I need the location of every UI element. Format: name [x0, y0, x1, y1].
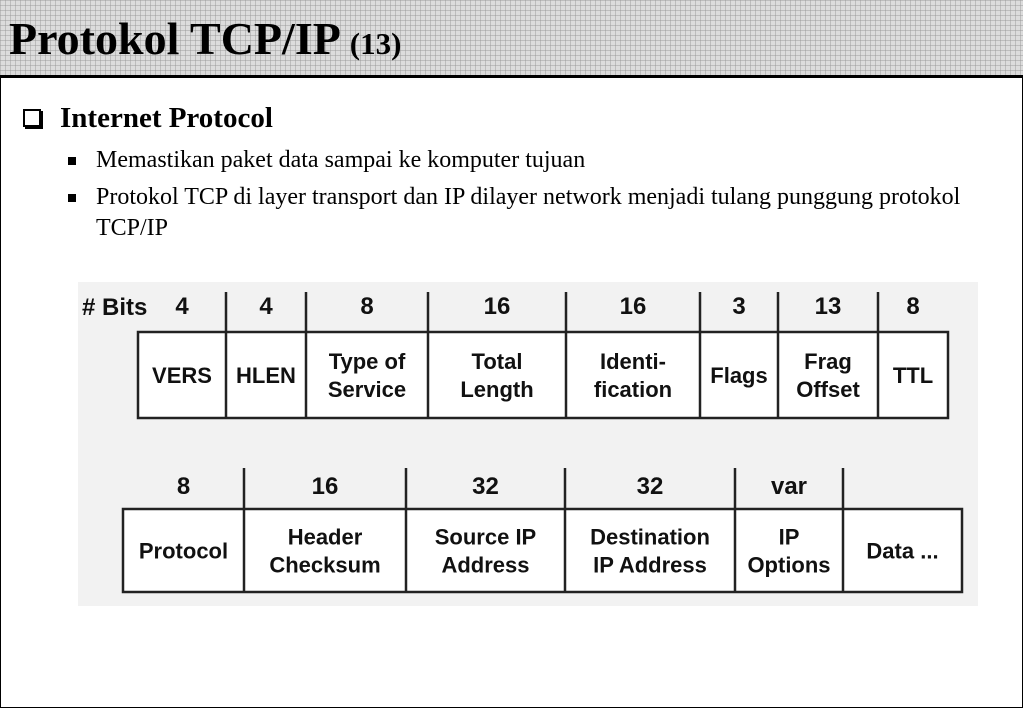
field-label: Options	[747, 552, 831, 578]
bit-width-label: 8	[360, 293, 374, 320]
field-label: Total	[471, 349, 523, 374]
bullet-text: Protokol TCP di layer transport dan IP dilayer network menjadi tulang punggung protokol TCP/IP	[96, 184, 961, 241]
field-label: Frag	[804, 349, 852, 374]
field-label: VERS	[152, 363, 212, 388]
bit-width-label: var	[770, 473, 808, 500]
row2-fields	[123, 468, 962, 592]
field-label: Header	[287, 524, 363, 550]
field-label: HLEN	[236, 363, 296, 388]
slide-title	[9, 10, 401, 73]
bits-label: # Bits	[82, 294, 148, 321]
bit-width-label: 4	[259, 293, 273, 320]
field-label: Data ...	[866, 538, 939, 564]
square-bullet-icon	[68, 194, 76, 202]
bullet-text: Memastikan paket data sampai ke komputer tujuan	[96, 147, 586, 173]
field-label: Address	[441, 552, 530, 578]
row1-fields	[138, 292, 948, 418]
field-label: Checksum	[269, 552, 381, 578]
diagram.row2-outline	[123, 509, 962, 592]
field-label: TTL	[892, 363, 934, 388]
bit-width-label: 16	[483, 293, 511, 320]
field-label: Type of	[328, 349, 406, 374]
field-label: IP Address	[593, 552, 707, 578]
bit-width-label: 32	[636, 473, 664, 500]
bit-width-label: 8	[906, 293, 920, 320]
title-bar	[0, 0, 1023, 78]
ip-header-svg	[78, 282, 978, 606]
field-label: IP	[778, 524, 800, 550]
slide-number: (13)	[349, 26, 402, 61]
field-label: Offset	[796, 377, 860, 402]
bit-width-label: 13	[814, 293, 842, 320]
bit-width-label: 4	[175, 293, 189, 320]
field-label: Source IP	[434, 524, 537, 550]
field-label: fication	[593, 377, 673, 402]
checkbox-bullet-icon	[23, 109, 41, 127]
ip-header-diagram	[78, 282, 978, 606]
slide-title-text: Protokol TCP/IP	[9, 13, 339, 64]
field-label: Flags	[710, 363, 768, 388]
field-label: Destination	[590, 524, 710, 550]
field-label: Length	[460, 377, 534, 402]
bit-width-label: 8	[176, 473, 191, 500]
bullet-item	[68, 145, 968, 176]
bit-width-label: 32	[472, 473, 499, 500]
section-heading-text: Internet Protocol	[60, 102, 273, 134]
bit-width-label: 16	[311, 473, 339, 500]
bullet-list	[68, 145, 968, 250]
field-label: Service	[327, 377, 407, 402]
bit-width-label: 16	[619, 293, 647, 320]
field-label: Identi-	[600, 349, 666, 374]
section-heading	[20, 101, 273, 135]
square-bullet-icon	[68, 157, 76, 165]
bullet-item	[68, 182, 968, 244]
bit-width-label: 3	[732, 293, 746, 320]
field-label: Protocol	[138, 538, 229, 564]
